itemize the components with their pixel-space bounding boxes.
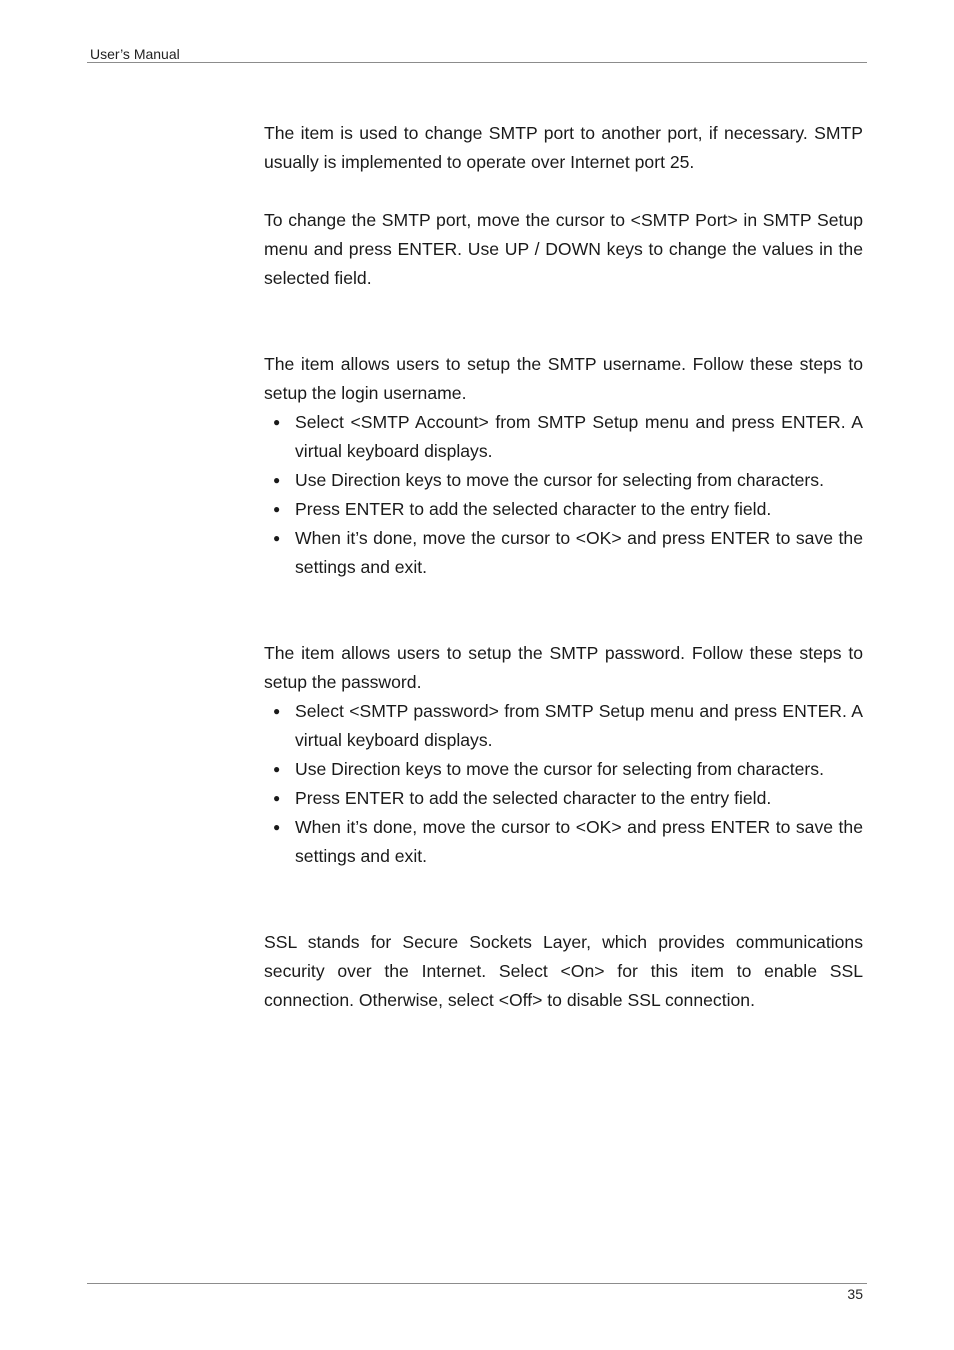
list-item: ● When it’s done, move the cursor to <OK> and press ENTER to save the settings and exit. (264, 813, 863, 871)
header-divider (87, 62, 867, 63)
bullet-icon: ● (273, 531, 281, 545)
bullet-icon: ● (273, 473, 281, 487)
bullet-icon: ● (273, 820, 281, 834)
bullet-icon: ● (273, 704, 281, 718)
bullet-icon: ● (273, 415, 281, 429)
ssl-description: SSL stands for Secure Sockets Layer, which provides communications security over the Internet. Select <On> for this item to enable SSL connection. Otherwise, select <Off> to disable SSL connection. (264, 932, 863, 1010)
smtp-account-steps (264, 408, 863, 582)
smtp-port-instructions: To change the SMTP port, move the cursor to <SMTP Port> in SMTP Setup menu and press ENTER. Use UP / DOWN keys to change the values in the selected field. (264, 210, 863, 288)
list-item: ● Press ENTER to add the selected character to the entry field. (264, 495, 863, 524)
page-number: 35 (847, 1286, 863, 1302)
list-item: ● When it’s done, move the cursor to <OK> and press ENTER to save the settings and exit. (264, 524, 863, 582)
bullet-icon: ● (273, 791, 281, 805)
page-body (264, 119, 863, 1015)
bullet-icon: ● (273, 762, 281, 776)
list-item: ● Select <SMTP password> from SMTP Setup menu and press ENTER. A virtual keyboard displays. (264, 697, 863, 755)
smtp-password-intro: The item allows users to setup the SMTP password. Follow these steps to setup the password. (264, 643, 863, 692)
smtp-account-intro: The item allows users to setup the SMTP username. Follow these steps to setup the login username. (264, 354, 863, 403)
list-item: ● Use Direction keys to move the cursor for selecting from characters. (264, 755, 863, 784)
footer-divider (87, 1283, 867, 1284)
smtp-password-steps (264, 697, 863, 871)
manual-title: User’s Manual (90, 46, 180, 62)
list-item: ● Select <SMTP Account> from SMTP Setup menu and press ENTER. A virtual keyboard displays. (264, 408, 863, 466)
list-item: ● Press ENTER to add the selected character to the entry field. (264, 784, 863, 813)
bullet-icon: ● (273, 502, 281, 516)
list-item: ● Use Direction keys to move the cursor for selecting from characters. (264, 466, 863, 495)
smtp-port-description: The item is used to change SMTP port to another port, if necessary. SMTP usually is implemented to operate over Internet port 25. (264, 123, 863, 172)
